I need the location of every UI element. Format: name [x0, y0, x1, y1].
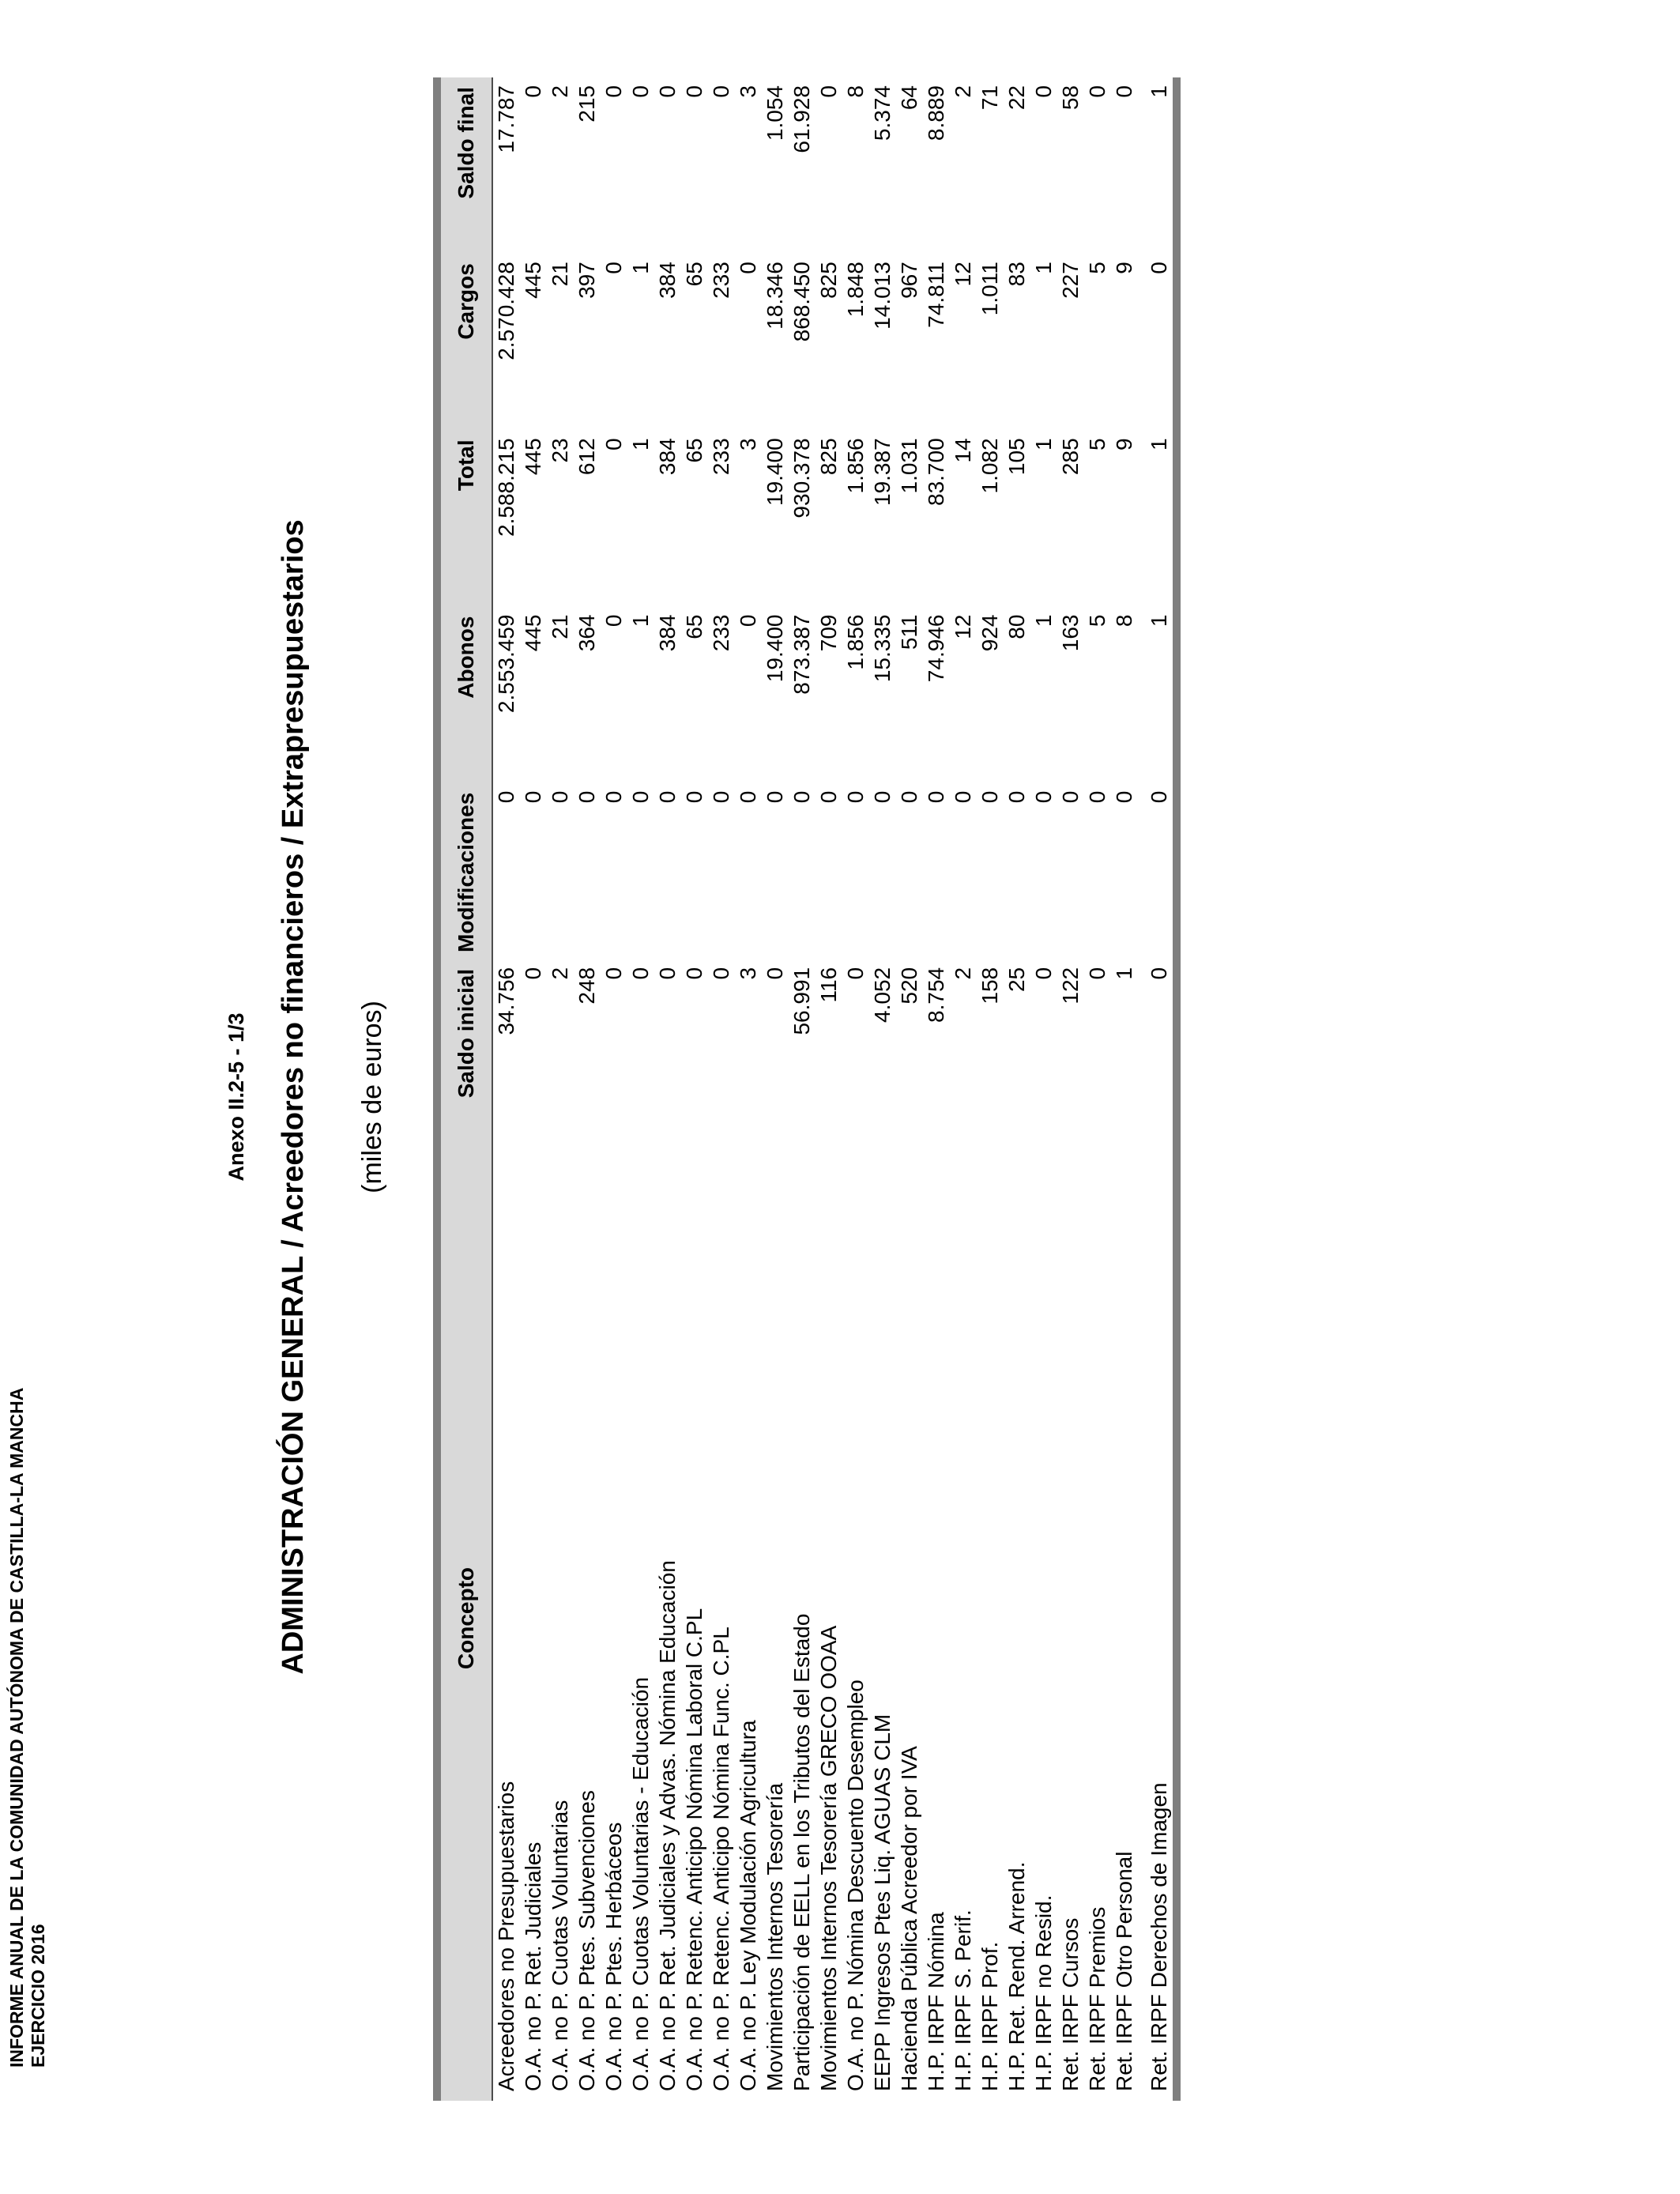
cell-abonos: 1: [1147, 614, 1171, 628]
cell-saldo-final: 0: [709, 85, 733, 98]
cell-abonos: 15.335: [870, 614, 895, 683]
cell-cargos: 65: [682, 262, 706, 287]
cell-saldo-inicial: 56.991: [789, 967, 814, 1035]
table-row: [574, 77, 601, 2101]
cell-abonos: 1.856: [843, 614, 868, 670]
table-row: [869, 77, 896, 2101]
cell-saldo-final: 0: [1112, 85, 1136, 98]
column-header-concepto: Concepto: [441, 1136, 492, 2101]
cell-cargos: 0: [1147, 262, 1171, 274]
cell-saldo-final: 71: [977, 85, 1002, 111]
cell-cargos: 14.013: [870, 262, 895, 330]
cell-concepto: Acreedores no Presupuestarios: [494, 1781, 518, 2091]
table-row: [520, 77, 547, 2101]
cell-cargos: 12: [951, 262, 975, 287]
cell-saldo-final: 64: [897, 85, 921, 111]
cell-saldo-inicial: 0: [763, 967, 787, 980]
units-subtitle: (miles de euros): [357, 1001, 387, 1193]
column-header-abonos: Abonos: [441, 607, 492, 783]
table-row: [950, 77, 977, 2101]
cell-modificaciones: 0: [1147, 790, 1171, 804]
cell-abonos: 0: [736, 614, 760, 628]
cell-abonos: 709: [816, 614, 841, 652]
cell-cargos: 83: [1004, 262, 1029, 287]
cell-abonos: 1: [628, 614, 653, 628]
column-header-saldo-inicial: Saldo inicial: [441, 959, 492, 1136]
cell-total: 19.387: [870, 438, 895, 506]
cell-saldo-final: 0: [1085, 85, 1109, 98]
cell-cargos: 5: [1085, 262, 1109, 274]
cell-cargos: 18.346: [763, 262, 787, 330]
cell-modificaciones: 0: [736, 790, 760, 804]
cell-saldo-final: 0: [521, 85, 545, 98]
cell-saldo-final: 0: [628, 85, 653, 98]
cell-abonos: 80: [1004, 614, 1029, 639]
cell-saldo-inicial: 4.052: [870, 967, 895, 1023]
cell-modificaciones: 0: [763, 790, 787, 804]
cell-modificaciones: 0: [628, 790, 653, 804]
cell-modificaciones: 0: [521, 790, 545, 804]
cell-saldo-final: 0: [601, 85, 626, 98]
table-body: [492, 77, 1173, 2101]
cell-saldo-inicial: 1: [1112, 967, 1136, 980]
cell-saldo-final: 8.889: [924, 85, 948, 141]
cell-total: 5: [1085, 438, 1109, 450]
cell-total: 2.588.215: [494, 438, 518, 537]
cell-total: 285: [1058, 438, 1083, 476]
cell-saldo-inicial: 3: [736, 967, 760, 980]
cell-total: 14: [951, 438, 975, 463]
annex-label: Anexo II.2-5 - 1/3: [224, 1012, 248, 1182]
cell-saldo-final: 58: [1058, 85, 1083, 111]
cell-cargos: 445: [521, 262, 545, 299]
report-header: [6, 1388, 49, 2068]
cell-cargos: 868.450: [789, 262, 814, 342]
cell-cargos: 1.848: [843, 262, 868, 318]
cell-abonos: 0: [601, 614, 626, 628]
cell-modificaciones: 0: [709, 790, 733, 804]
table-row: [923, 77, 950, 2101]
cell-concepto: O.A. no P. Ret. Judiciales y Advas. Nómina Educación: [655, 1560, 680, 2091]
cell-modificaciones: 0: [977, 790, 1002, 804]
cell-saldo-final: 3: [736, 85, 760, 98]
cell-modificaciones: 0: [789, 790, 814, 804]
cell-cargos: 2.570.428: [494, 262, 518, 360]
cell-total: 83.700: [924, 438, 948, 506]
creditors-table: [441, 77, 1173, 2101]
table-row: [654, 77, 681, 2101]
cell-concepto: O.A. no P. Ptes. Herbáceos: [601, 1822, 626, 2091]
report-name: INFORME ANUAL DE LA COMUNIDAD AUTÓNOMA DE CASTILLA-LA MANCHA: [6, 1387, 27, 2068]
cell-abonos: 384: [655, 614, 680, 652]
table-row: [842, 77, 869, 2101]
cell-abonos: 2.553.459: [494, 614, 518, 714]
cell-modificaciones: 0: [1058, 790, 1083, 804]
cell-total: 612: [574, 438, 599, 476]
table-row: [735, 77, 762, 2101]
cell-saldo-inicial: 0: [628, 967, 653, 980]
cell-saldo-final: 8: [843, 85, 868, 98]
cell-concepto: Ret. IRPF Derechos de Imagen: [1147, 1782, 1171, 2091]
cell-total: 1.082: [977, 438, 1002, 494]
cell-saldo-inicial: 520: [897, 967, 921, 1005]
table-header-row: [441, 77, 492, 2101]
cell-saldo-final: 0: [816, 85, 841, 98]
cell-concepto: O.A. no P. Nómina Descuento Desempleo: [843, 1679, 868, 2091]
table-row: [1084, 77, 1111, 2101]
cell-abonos: 924: [977, 614, 1002, 652]
column-header-modificaciones: Modificaciones: [441, 783, 492, 959]
cell-abonos: 8: [1112, 614, 1136, 628]
cell-cargos: 1: [1031, 262, 1056, 274]
table-bottom-rule: [1173, 77, 1181, 2101]
creditors-table-container: [433, 77, 1181, 2101]
cell-cargos: 825: [816, 262, 841, 299]
cell-concepto: Movimientos Internos Tesorería GRECO OOAA: [816, 1625, 841, 2091]
cell-abonos: 364: [574, 614, 599, 652]
cell-modificaciones: 0: [548, 790, 572, 804]
cell-saldo-inicial: 0: [709, 967, 733, 980]
cell-cargos: 397: [574, 262, 599, 299]
cell-modificaciones: 0: [494, 790, 518, 804]
table-top-rule: [433, 77, 441, 2101]
table-row: [816, 77, 842, 2101]
cell-saldo-inicial: 34.756: [494, 967, 518, 1035]
cell-cargos: 0: [736, 262, 760, 274]
cell-abonos: 163: [1058, 614, 1083, 652]
cell-saldo-inicial: 158: [977, 967, 1002, 1005]
cell-total: 445: [521, 438, 545, 476]
table-row: [1111, 77, 1138, 2101]
table-row: [547, 77, 574, 2101]
cell-saldo-inicial: 0: [843, 967, 868, 980]
cell-modificaciones: 0: [1085, 790, 1109, 804]
cell-saldo-inicial: 0: [601, 967, 626, 980]
cell-saldo-inicial: 8.754: [924, 967, 948, 1023]
cell-saldo-final: 0: [655, 85, 680, 98]
cell-saldo-inicial: 116: [816, 967, 841, 1003]
cell-abonos: 19.400: [763, 614, 787, 683]
cell-concepto: Ret. IRPF Premios: [1085, 1906, 1109, 2091]
cell-modificaciones: 0: [951, 790, 975, 804]
cell-total: 384: [655, 438, 680, 476]
cell-cargos: 1.011: [977, 262, 1002, 316]
cell-modificaciones: 0: [601, 790, 626, 804]
cell-concepto: H.P. IRPF Prof.: [977, 1941, 1002, 2091]
cell-total: 1: [1031, 438, 1056, 450]
cell-concepto: Ret. IRPF Otro Personal: [1112, 1851, 1136, 2091]
cell-cargos: 227: [1058, 262, 1083, 299]
cell-concepto: O.A. no P. Cuotas Voluntarias: [548, 1800, 572, 2091]
column-header-total: Total: [441, 430, 492, 606]
table-row: [896, 77, 923, 2101]
cell-modificaciones: 0: [870, 790, 895, 804]
cell-modificaciones: 0: [924, 790, 948, 804]
cell-saldo-inicial: 0: [1147, 967, 1171, 980]
cell-total: 9: [1112, 438, 1136, 450]
cell-total: 930.378: [789, 438, 814, 518]
cell-abonos: 511: [897, 614, 921, 650]
cell-concepto: Hacienda Pública Acreedor por IVA: [897, 1746, 921, 2091]
cell-total: 23: [548, 438, 572, 463]
cell-total: 65: [682, 438, 706, 463]
table-row: [627, 77, 654, 2101]
cell-cargos: 74.811: [924, 262, 948, 328]
cell-concepto: EEPP Ingresos Ptes Liq. AGUAS CLM: [870, 1713, 895, 2091]
cell-saldo-inicial: 122: [1058, 967, 1083, 1005]
cell-concepto: O.A. no P. Ptes. Subvenciones: [574, 1790, 599, 2091]
cell-concepto: H.P. IRPF no Resid.: [1031, 1894, 1056, 2091]
cell-saldo-inicial: 0: [1031, 967, 1056, 980]
cell-cargos: 1: [628, 262, 653, 274]
table-row: [977, 77, 1004, 2101]
cell-saldo-inicial: 248: [574, 967, 599, 1005]
cell-cargos: 384: [655, 262, 680, 299]
cell-total: 233: [709, 438, 733, 476]
cell-modificaciones: 0: [574, 790, 599, 804]
cell-total: 1.856: [843, 438, 868, 494]
cell-cargos: 233: [709, 262, 733, 299]
cell-abonos: 873.387: [789, 614, 814, 695]
cell-concepto: Ret. IRPF Cursos: [1058, 1917, 1083, 2091]
cell-saldo-final: 5.374: [870, 85, 895, 141]
cell-modificaciones: 0: [1112, 790, 1136, 804]
cell-saldo-final: 215: [574, 85, 599, 123]
cell-concepto: Movimientos Internos Tesorería: [763, 1782, 787, 2091]
cell-concepto: Participación de EELL en los Tributos del Estado: [789, 1613, 814, 2091]
table-row: [1057, 77, 1084, 2101]
cell-saldo-inicial: 2: [548, 967, 572, 980]
table-row: [789, 77, 816, 2101]
cell-total: 1: [628, 438, 653, 450]
cell-concepto: H.P. IRPF S. Perif.: [951, 1909, 975, 2091]
cell-modificaciones: 0: [1004, 790, 1029, 804]
cell-modificaciones: 0: [1031, 790, 1056, 804]
cell-concepto: O.A. no P. Ley Modulación Agricultura: [736, 1720, 760, 2091]
cell-total: 19.400: [763, 438, 787, 506]
cell-concepto: H.P. Ret. Rend. Arrend.: [1004, 1861, 1029, 2091]
table-row: [762, 77, 789, 2101]
cell-saldo-final: 2: [548, 85, 572, 98]
cell-abonos: 233: [709, 614, 733, 652]
cell-cargos: 21: [548, 262, 572, 287]
table-row: [1004, 77, 1030, 2101]
cell-total: 1.031: [897, 438, 921, 494]
cell-total: 3: [736, 438, 760, 450]
column-header-saldo-final: Saldo final: [441, 77, 492, 254]
table-row: [601, 77, 627, 2101]
cell-saldo-final: 22: [1004, 85, 1029, 111]
cell-abonos: 74.946: [924, 614, 948, 683]
cell-concepto: O.A. no P. Retenc. Anticipo Nómina Func. C.PL: [709, 1627, 733, 2091]
cell-modificaciones: 0: [816, 790, 841, 804]
cell-saldo-final: 0: [682, 85, 706, 98]
cell-abonos: 1: [1031, 614, 1056, 628]
cell-saldo-inicial: 25: [1004, 967, 1029, 993]
page-title: ADMINISTRACIÓN GENERAL / Acreedores no financieros / Extrapresupuestarios: [277, 519, 310, 1675]
table-row: [1138, 77, 1173, 2101]
cell-concepto: O.A. no P. Retenc. Anticipo Nómina Laboral C.PL: [682, 1608, 706, 2091]
cell-modificaciones: 0: [897, 790, 921, 804]
cell-saldo-inicial: 0: [1085, 967, 1109, 980]
cell-concepto: O.A. no P. Ret. Judiciales: [521, 1842, 545, 2091]
cell-modificaciones: 0: [843, 790, 868, 804]
table-row: [492, 77, 520, 2101]
cell-cargos: 967: [897, 262, 921, 299]
cell-saldo-final: 2: [951, 85, 975, 98]
cell-abonos: 445: [521, 614, 545, 652]
cell-concepto: O.A. no P. Cuotas Voluntarias - Educación: [628, 1676, 653, 2091]
cell-saldo-inicial: 0: [521, 967, 545, 980]
cell-modificaciones: 0: [682, 790, 706, 804]
cell-total: 825: [816, 438, 841, 476]
cell-total: 105: [1004, 438, 1029, 476]
cell-saldo-final: 1: [1147, 85, 1171, 98]
cell-saldo-final: 61.928: [789, 85, 814, 153]
cell-saldo-final: 17.787: [494, 85, 518, 153]
cell-total: 0: [601, 438, 626, 450]
cell-saldo-final: 0: [1031, 85, 1056, 98]
report-year: EJERCICIO 2016: [28, 1924, 48, 2068]
cell-saldo-final: 1.054: [763, 85, 787, 141]
cell-abonos: 65: [682, 614, 706, 639]
cell-total: 1: [1147, 438, 1171, 450]
cell-modificaciones: 0: [655, 790, 680, 804]
cell-saldo-inicial: 0: [682, 967, 706, 980]
table-row: [1030, 77, 1057, 2101]
cell-cargos: 0: [601, 262, 626, 274]
cell-cargos: 9: [1112, 262, 1136, 274]
table-row: [708, 77, 735, 2101]
cell-saldo-inicial: 0: [655, 967, 680, 980]
cell-abonos: 21: [548, 614, 572, 639]
cell-abonos: 5: [1085, 614, 1109, 628]
cell-abonos: 12: [951, 614, 975, 639]
column-header-cargos: Cargos: [441, 254, 492, 430]
cell-saldo-inicial: 2: [951, 967, 975, 980]
cell-concepto: H.P. IRPF Nómina: [924, 1912, 948, 2091]
table-row: [681, 77, 708, 2101]
